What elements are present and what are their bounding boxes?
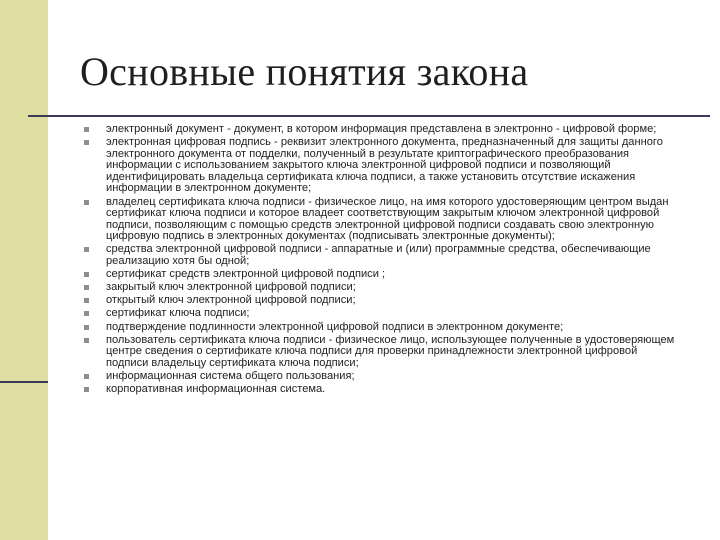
list-item — [82, 371, 682, 383]
list-item — [82, 335, 682, 370]
list-item — [82, 322, 682, 334]
list-item-text: средства электронной цифровой подписи - аппаратные и (или) программные средства, обеспечивающие реализацию хотя бы одной; — [106, 243, 651, 268]
square-bullet-icon — [84, 374, 89, 379]
square-bullet-icon — [84, 298, 89, 303]
square-bullet-icon — [84, 325, 89, 330]
square-bullet-icon — [84, 140, 89, 145]
slide-title: Основные понятия закона — [80, 49, 529, 94]
list-item — [82, 295, 682, 307]
list-item-text: открытый ключ электронной цифровой подписи; — [106, 294, 356, 307]
list-item-text: подтверждение подлинности электронной цифровой подписи в электронном документе; — [106, 320, 564, 333]
list-item — [82, 384, 682, 396]
list-item-text: закрытый ключ электронной цифровой подписи; — [106, 281, 356, 294]
list-item — [82, 308, 682, 320]
square-bullet-icon — [84, 387, 89, 392]
left-accent-bar — [0, 0, 48, 540]
left-bar-divider — [0, 381, 48, 383]
list-item-text: электронная цифровая подпись - реквизит электронного документа, предназначенный для защиты данного электронного документа от подделки, полученный в результате криптографического преобразования информации с использованием закрытого ключа электронной цифровой подписи и позволяющий идентифицировать владельца сертификата ключа подписи, а также установить отсутствие искажения информации в электронном документе; — [106, 136, 663, 195]
list-item — [82, 269, 682, 281]
list-item-text: сертификат средств электронной цифровой подписи ; — [106, 268, 386, 281]
list-item — [82, 244, 682, 267]
list-item — [82, 282, 682, 294]
definitions-list — [82, 124, 682, 397]
list-item-text: электронный документ - документ, в котором информация представлена в электронно - цифровой форме; — [106, 123, 657, 135]
square-bullet-icon — [84, 127, 89, 132]
square-bullet-icon — [84, 200, 89, 205]
list-item — [82, 124, 682, 136]
square-bullet-icon — [84, 285, 89, 290]
list-item-text: сертификат ключа подписи; — [106, 307, 250, 320]
list-item-text: владелец сертификата ключа подписи - физическое лицо, на имя которого удостоверяющим центром выдан сертификат ключа подписи и которое владеет соответствующим закрытым ключом электронной цифровой подписи, позволяющим с помощью средств электронной цифровой подписи создавать свою электронную цифровую подпись в электронных документах (подписывать электронные документы); — [106, 195, 669, 243]
square-bullet-icon — [84, 311, 89, 316]
square-bullet-icon — [84, 247, 89, 252]
list-item — [82, 197, 682, 243]
list-item — [82, 137, 682, 195]
square-bullet-icon — [84, 338, 89, 343]
list-item-text: корпоративная информационная система. — [106, 382, 326, 395]
square-bullet-icon — [84, 272, 89, 277]
list-item-text: пользователь сертификата ключа подписи - физическое лицо, использующее полученные в удостоверяющем центре сведения о сертификате ключа подписи для проверки принадлежности электронной цифровой подписи владельцу сертификата ключа подписи; — [106, 333, 675, 369]
title-divider — [28, 115, 710, 117]
list-item-text: информационная система общего пользования; — [106, 369, 355, 382]
